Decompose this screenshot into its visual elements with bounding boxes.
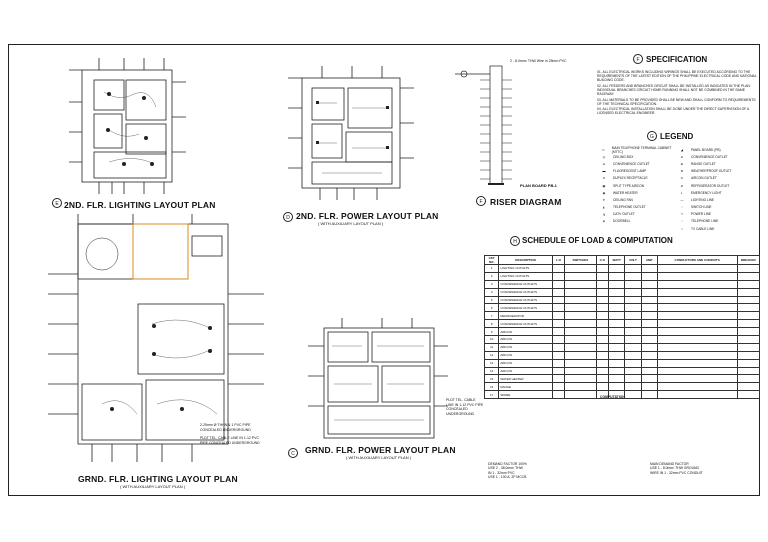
- legend-left-column: [598, 146, 676, 232]
- riser-diagram: [450, 58, 580, 203]
- legend-row: ┉ TV CABLE LINE: [676, 225, 754, 232]
- plan-grnd-power: [302, 316, 452, 446]
- spec-item: 04. ALL ELECTRICAL INSTALLATION SHALL BE DONE UNDER THE DIRECT SUPERVISION OF A LICENSED ELECTRICAL ENGINEER.: [597, 107, 750, 116]
- computation-label: COMPUTATION: [600, 395, 625, 399]
- plan-2nd-power: [282, 58, 422, 208]
- table-row: 3 CONVENIENCE OUTLETS: [485, 280, 760, 288]
- table-row: 9 AIRCON: [485, 328, 760, 336]
- panel-board-icon: ◢: [680, 147, 684, 152]
- legend-row: — LIGHTING LINE: [676, 196, 754, 203]
- section-tag-spec: F: [633, 54, 643, 64]
- table-row: 15 WATER HEATER: [485, 375, 760, 383]
- schedule-header-row: CKT NO. DESCRIPTION L.O SWITCHES C.O WATT VOLT AMP CONDUCTORS AND CONDUITS BREAKER: [485, 256, 760, 265]
- ceiling-fan-icon: ✢: [602, 197, 606, 202]
- table-row: 13 AIRCON: [485, 359, 760, 367]
- legend-row: ⊖ CONVENIENCE OUTLET: [676, 153, 754, 160]
- legend-row: ⊘ REFRIGERATOR OUTLET: [676, 182, 754, 189]
- tv-cable-line-icon: ┉: [681, 226, 683, 231]
- legend-row: ┄ SWITCH LINE: [676, 204, 754, 211]
- table-row: 17 SPARE: [485, 391, 760, 399]
- catv-outlet-icon: ◮: [602, 212, 606, 217]
- lighting-line-icon: —: [680, 197, 684, 202]
- spec-item: 02. ALL FEEDERS AND BRANCHES CIRCUIT SHALL BE INSTALLED AS INDICATED IN THE PLAN. INDIVIDUAL BRANCHES CIRCUIT HOME RUNNING SHALL NOT BE COMBINED IN THE SAME RACEWAY.: [597, 83, 751, 96]
- section-tag-e: E: [52, 198, 62, 208]
- water-heater-icon: ◉: [602, 190, 606, 195]
- table-row: 8 CONVENIENCE OUTLETS: [485, 320, 760, 328]
- table-row: 14 AIRCON: [485, 367, 760, 375]
- table-row: 7 REFRIGERATOR: [485, 312, 760, 320]
- legend-row: ═ POWER LINE: [676, 211, 754, 218]
- telephone-line-icon: ╌: [681, 219, 683, 224]
- legend-row: ⊕ RANGE OUTLET: [676, 160, 754, 167]
- legend-row: ◮ CATV OUTLET: [598, 211, 676, 218]
- title-2nd-power: 2ND. FLR. POWER LAYOUT PLAN: [296, 211, 439, 221]
- legend-row: ✢ CEILING FAN: [598, 196, 676, 203]
- title-grnd-power: GRND. FLR. POWER LAYOUT PLAN: [305, 445, 456, 455]
- computation-left: DEMAND FACTOR 100% USE 2 - 38.0mm² THW IN 1 - 32mm PVC USE 1 - 100 A, 2P MCCB: [488, 462, 527, 479]
- spec-item: 01. ALL ELECTRICAL WORKS INCLUDING WIRINGS SHALL BE EXECUTED ACCORDING TO THE REQUIREMENTS OF THE LATEST EDITION OF THE PHILIPPINE ELECTRICAL CODE AND NATIONAL BUILDING CODE.: [597, 70, 757, 83]
- legend-row: ◎ CEILING BOX: [598, 153, 676, 160]
- legend-row: ⊖ CONVENIENCE OUTLET: [598, 160, 676, 167]
- refrigerator-outlet-icon: ⊘: [680, 183, 684, 188]
- title-specification: SPECIFICATION: [646, 55, 708, 64]
- legend-row: ▬ FLUORESCENT LAMP: [598, 168, 676, 175]
- doorbell-icon: ◈: [602, 219, 606, 224]
- title-riser: RISER DIAGRAM: [490, 197, 562, 207]
- riser-top-note: 2 - 8.0mm² THW Wire in 25mm PVC: [510, 59, 567, 63]
- legend-row: ▭ MAIN TELEPHONE TERMINAL CABINET (MTTC): [598, 146, 676, 153]
- table-row: 6 CONVENIENCE OUTLETS: [485, 304, 760, 312]
- weatherproof-outlet-icon: ⊗: [680, 169, 684, 174]
- title-2nd-lighting: 2ND. FLR. LIGHTING LAYOUT PLAN: [64, 200, 216, 210]
- range-outlet-icon: ⊕: [680, 161, 684, 166]
- aircon-outlet-icon: ⊙: [680, 176, 684, 181]
- table-row: 5 CONVENIENCE OUTLETS: [485, 296, 760, 304]
- telephone-outlet-icon: ◭: [602, 205, 606, 210]
- schedule-table: [484, 255, 760, 399]
- section-tag-h: H: [510, 236, 520, 246]
- table-row: 10 AIRCON: [485, 336, 760, 344]
- computation-right: MAIN DEMAND FACTOR USE 1 - 8.0mm² THW GROUND WIRE IN 1 - 32mm PVC CONDUIT: [650, 462, 703, 475]
- subtitle-grnd-lighting: ( WITH AUXILIARY LAYOUT PLAN ): [120, 484, 186, 489]
- legend-right-column: [676, 146, 754, 232]
- section-tag-f: F: [476, 196, 486, 206]
- subtitle-2nd-power: ( WITH AUXILIARY LAYOUT PLAN ): [318, 221, 384, 226]
- power-note: PLDT TEL. CABLE LINE IN 1-12 PVC PIPE CONCEALED UNDERGROUND: [446, 398, 484, 416]
- legend-row: ⊙ AIRCON OUTLET: [676, 175, 754, 182]
- title-schedule: SCHEDULE OF LOAD & COMPUTATION: [522, 236, 673, 245]
- legend-row: ◭ TELEPHONE OUTLET: [598, 204, 676, 211]
- tel-note: PLDT TEL. CABLE LINE IN 1-12 PVC PIPE CONCEALED UNDERGROUND: [200, 436, 260, 445]
- aircon-icon: ▣: [602, 183, 606, 188]
- emergency-light-icon: ◐: [681, 190, 683, 195]
- section-tag-c: C: [288, 448, 298, 458]
- title-legend: LEGEND: [660, 132, 694, 141]
- section-tag-d: D: [283, 212, 293, 222]
- table-row: 11 AIRCON: [485, 343, 760, 351]
- subtitle-grnd-power: ( WITH AUXILIARY LAYOUT PLAN ): [346, 455, 412, 460]
- legend-row: ◉ WATER HEATER: [598, 189, 676, 196]
- legend: [598, 146, 754, 232]
- title-grnd-lighting: GRND. FLR. LIGHTING LAYOUT PLAN: [78, 474, 238, 484]
- switch-line-icon: ┄: [681, 205, 683, 210]
- grnd-note: 2-25mm Ø THHN & 1 PVC PIPE CONCEALED UNDERGROUND: [200, 423, 251, 432]
- terminal-cabinet-icon: ▭: [601, 147, 605, 152]
- receptacle-icon: ⊜: [602, 176, 606, 181]
- riser-note: PLAN BOARD PB-1: [520, 183, 557, 188]
- section-tag-g: G: [647, 131, 657, 141]
- table-row: 2 LIGHTING OUTLETS: [485, 272, 760, 280]
- outlet-icon: ⊖: [680, 154, 684, 159]
- legend-row: ⊗ WEATHERPROOF OUTLET: [676, 168, 754, 175]
- legend-row: ◐ EMERGENCY LIGHT: [676, 189, 754, 196]
- specification-list: [597, 70, 757, 117]
- outlet-icon: ⊖: [602, 161, 606, 166]
- table-row: 4 CONVENIENCE OUTLETS: [485, 288, 760, 296]
- table-row: 16 RANGE: [485, 383, 760, 391]
- legend-row: ⊜ DUPLEX RECEPTACLE: [598, 175, 676, 182]
- power-line-icon: ═: [680, 212, 684, 217]
- legend-row: ◢ PANEL BOARD (PB): [676, 146, 754, 153]
- spec-item: 03. ALL MATERIALS TO BE PROVIDED SHALL BE NEW AND SHALL CONFORM TO REQUIREMENTS OF THE TECHNICAL SPECIFICATION.: [597, 97, 756, 106]
- ceiling-box-icon: ◎: [602, 154, 606, 159]
- legend-row: ╌ TELEPHONE LINE: [676, 218, 754, 225]
- legend-row: ◈ DOORBELL: [598, 218, 676, 225]
- plan-2nd-lighting: [64, 52, 194, 202]
- fluorescent-lamp-icon: ▬: [602, 169, 606, 174]
- table-row: 1 LIGHTING OUTLETS: [485, 265, 760, 273]
- table-row: 12 AIRCON: [485, 351, 760, 359]
- legend-row: ▣ SPLIT TYPE AIRCON: [598, 182, 676, 189]
